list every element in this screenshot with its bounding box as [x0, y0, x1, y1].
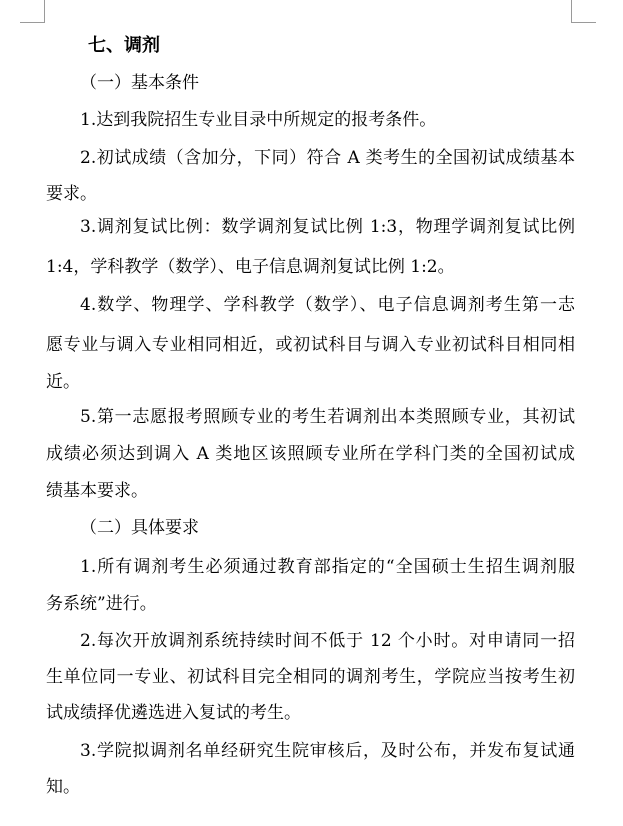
condition-2-line-1: 2.初试成绩（含加分，下同）符合 A 类考生的全国初试成绩基本 [80, 148, 575, 168]
requirement-3-line-2: 知。 [46, 777, 80, 797]
condition-2-line-2: 要求。 [46, 184, 97, 204]
requirement-1-line-2: 务系统”进行。 [46, 594, 157, 614]
subheading-specific-requirements: （二）具体要求 [80, 518, 199, 538]
condition-1-line-1: 1.达到我院招生专业目录中所规定的报考条件。 [80, 110, 437, 130]
requirement-3-line-1: 3.学院拟调剂名单经研究生院审核后，及时公布，并发布复试通 [80, 741, 575, 761]
section-heading: 七、调剂 [88, 35, 160, 56]
condition-4-line-1: 4.数学、物理学、学科教学（数学）、电子信息调剂考生第一志 [80, 295, 575, 315]
crop-mark-top-right [571, 0, 596, 23]
requirement-2-line-1: 2.每次开放调剂系统持续时间不低于 12 个小时。对申请同一招 [80, 631, 575, 651]
subheading-basic-conditions: （一）基本条件 [80, 73, 199, 93]
requirement-2-line-3: 试成绩择优遴选进入复试的考生。 [46, 703, 301, 723]
condition-3-line-2: 1:4，学科教学（数学）、电子信息调剂复试比例 1:2。 [46, 257, 455, 277]
requirement-2-line-2: 生单位同一专业、初试科目完全相同的调剂考生，学院应当按考生初 [46, 667, 575, 687]
condition-4-line-2: 愿专业与调入专业相同相近，或初试科目与调入专业初试科目相同相 [46, 335, 575, 355]
condition-5-line-2: 成绩必须达到调入 A 类地区该照顾专业所在学科门类的全国初试成 [46, 444, 575, 464]
condition-5-line-3: 绩基本要求。 [46, 481, 148, 501]
condition-4-line-3: 近。 [46, 372, 80, 392]
condition-5-line-1: 5.第一志愿报考照顾专业的考生若调剂出本类照顾专业，其初试 [80, 407, 575, 427]
crop-mark-top-left [20, 0, 45, 23]
requirement-1-line-1: 1.所有调剂考生必须通过教育部指定的“全国硕士生招生调剂服 [80, 557, 575, 577]
condition-3-line-1: 3.调剂复试比例：数学调剂复试比例 1:3，物理学调剂复试比例 [80, 217, 575, 237]
